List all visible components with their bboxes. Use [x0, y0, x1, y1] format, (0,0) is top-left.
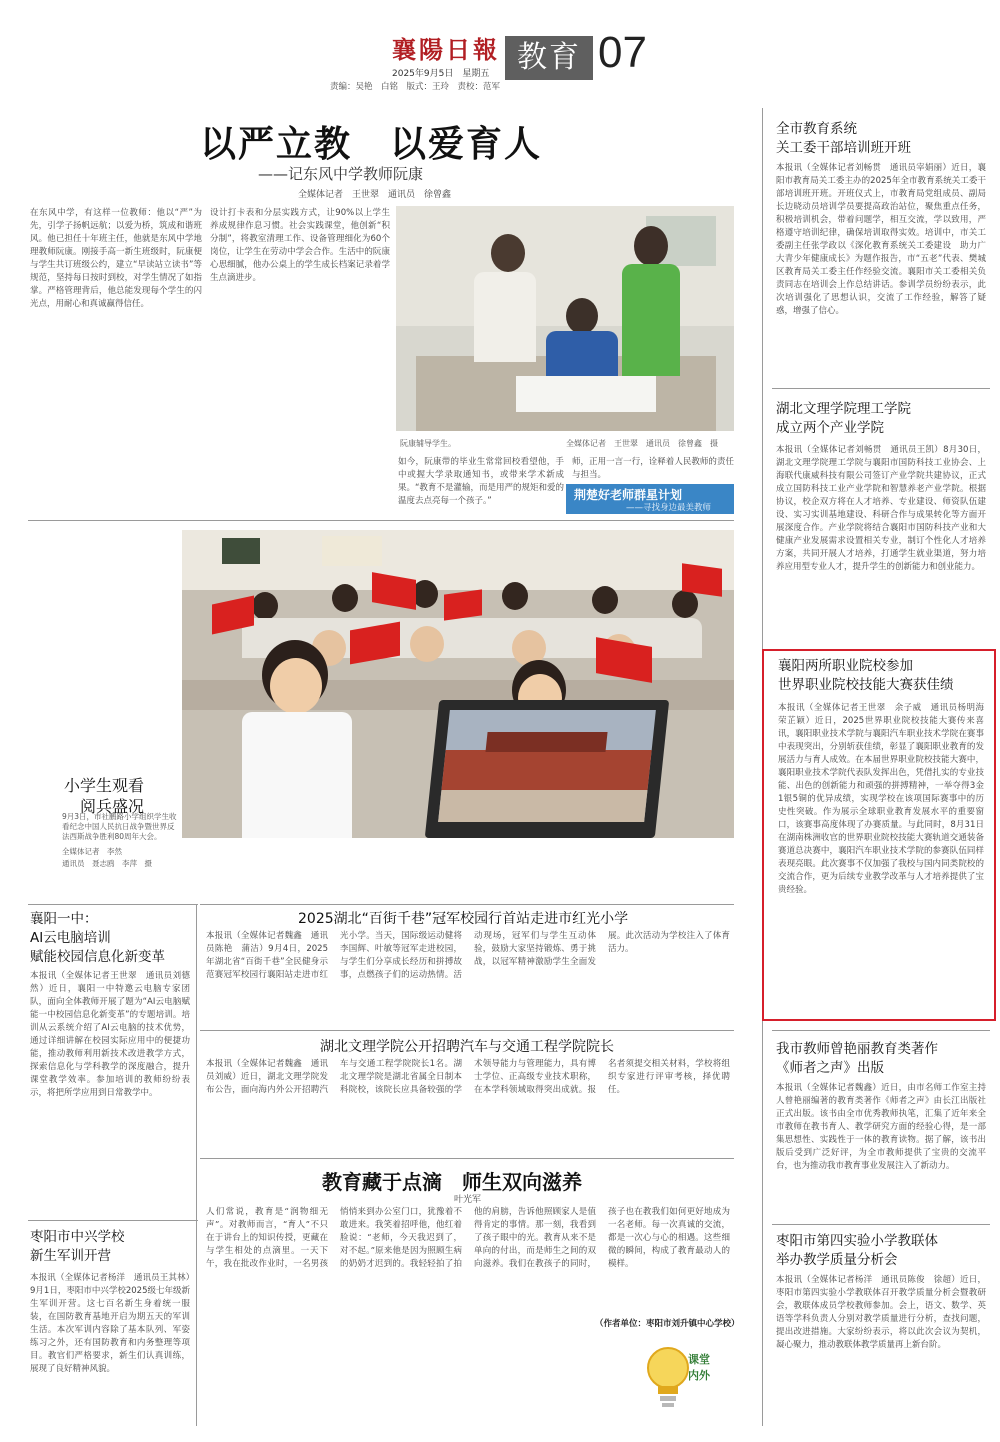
essay-author: 叶光军 — [454, 1195, 482, 1205]
teacher-program-banner — [566, 484, 734, 514]
section-tab — [505, 36, 593, 80]
lead-col-2: 设计打卡表和分层实践方式，让90%以上学生养成规律作息习惯。社会实践课堂，他创新“积分制”，将教室清理工作、设备管理细化为60个岗位，让学生在劳动中学会合作。生活中的阮康心思细腻，他办公桌上的学生成长档案记录着学生点滴进步。 — [210, 208, 390, 283]
newspaper-logo: 襄陽日報 — [392, 35, 500, 64]
article-recruitment-body: 本报讯（全媒体记者魏鑫 通讯员刘威）近日，湖北文理学院发布公告，面向海内外公开招聘汽车与交通工程学院院长1名。湖北文理学院是湖北省属全日制本科院校，该院长应具备较强的学术领导能力与管理能力，具有博士学位、正高级专业技术职称，在本学科领域取得突出成就。报名者须提交相关材料，学校将组织专家进行评审考核，择优聘任。 — [206, 1059, 730, 1095]
banner-subtitle: ——寻找身边最美教师 — [626, 503, 712, 513]
article-recruitment-title: 湖北文理学院公开招聘汽车与交通工程学院院长 — [320, 1039, 614, 1055]
lead-photo-credit: 全媒体记者 王世翠 通讯员 徐曾鑫 摄 — [566, 439, 718, 448]
essay-author-note: （作者单位：枣阳市刘升镇中心学校） — [595, 1319, 740, 1329]
article-champion-tour-body: 本报讯（全媒体记者魏鑫 通讯员陈艳 蒲洁）9月4日，2025年湖北省“百街千巷”全民健身示范赛冠军校园行襄阳站走进市红光小学。当天，国际级运动健将李国辉、叶敏等冠军走进校园，与学生们分享成长经历和拼搏故事，点燃孩子们的运动热情。活动现场，冠军们与学生互动体验，鼓励大家坚持锻炼、勇于挑战，以冠军精神激励学生全面发展。此次活动为学校注入了体育活力。 — [206, 931, 730, 980]
article-military-training-title: 枣阳市中兴学校 新生军训开营 — [30, 1229, 125, 1264]
article-book-title: 我市教师曾艳丽教育类著作 《师者之声》出版 — [776, 1041, 938, 1076]
article-ai-training-title: 襄阳一中： AI云电脑培训 赋能校园信息化新变革 — [30, 911, 165, 965]
article-military-training-body: 本报讯（全媒体记者杨洋 通讯员王其林）9月1日，枣阳市中兴学校2025级七年级新生军训开营。这七百名新生身着统一服装，在国防教育基地开启为期五天的军训生活。本次军训内容除了基本队列、军姿练习之外，还有国防教育和内务整理等项目。教官们严格要求，新生们认真训练，展现了良好精神风貌。 — [30, 1273, 190, 1374]
lead-col-3: 如今，阮康带的毕业生常常回校看望他，手中或握大学录取通知书，或带来学术新成果。“教育不是灌输，而是用严的规矩和爱的温度去点亮每一个孩子。” — [398, 457, 564, 506]
article-skills-contest-title: 襄阳两所职业院校参加 世界职业院校技能大赛获佳绩 — [778, 658, 954, 693]
essay-body: 人们常说，教育是“润物细无声”。对教师而言，“育人”不只在于讲台上的知识传授，更藏在与学生相处的点滴里。一天下午，我在批改作业时，一名男孩悄悄来到办公室门口，犹豫着不敢进来。我笑着招呼他，他红着脸说：“老师，今天我迟到了，对不起。”原来他是因为照顾生病的奶奶才迟到的。我轻轻拍了拍他的肩膀，告诉他照顾家人是值得肯定的事情。那一刻，我看到了孩子眼中的光。教育从来不是单向的付出，而是师生之间的双向滋养。我们在教孩子的同时，孩子也在教我们如何更好地成为一名老师。每一次真诚的交流，都是一次心与心的相遇。这些细微的瞬间，构成了教育最动人的模样。 — [206, 1207, 730, 1269]
classroom-badge-label: 课堂内外 — [688, 1353, 710, 1382]
article-teaching-quality-title: 枣阳市第四实验小学教联体 举办教学质量分析会 — [776, 1233, 938, 1268]
article-industry-college-title: 湖北文理学院理工学院 成立两个产业学院 — [776, 401, 911, 436]
article-training-body: 本报讯（全媒体记者刘畅贯 通讯员宰娟丽）近日，襄阳市教育局关工委主办的2025年全市教育系统关工委干部培训班开班。开班仪式上，市教育局党组成员、副局长边晓动员培训学员要提高政治站位，聚焦重点任务，积极培训机会，带着问题学，相互交流，学以致用，严格遵守培训纪律，确保培训取得实效。培训中，市关工委副主任张学政以《深化教育系统关工委建设 助力广大青少年健康成长》为题作报告，市“五老”代表、樊城区教育局关工委主任作经验交流。襄阳市关工委相关负责同志在培训会上作总结讲话。参训学员纷纷表示，此次培训强化了思想认识，交流了工作经验，解答了疑惑，增强了信心。 — [776, 163, 986, 316]
article-teaching-quality-body: 本报讯（全媒体记者杨洋 通讯员陈俊 徐超）近日，枣阳市第四实验小学教联体召开教学质量分析会暨教研会，教联体成员学校教师参加。会上，语文、数学、英语等学科负责人分别对教学质量进行分析，查找问题，提出改进措施。大家纷纷表示，将以此次会议为契机，凝心聚力，推动教联体教学质量再上新台阶。 — [776, 1275, 986, 1350]
lead-col-1: 在东风中学，有这样一位教师：他以“严”为先，引学子扬帆远航；以爱为桥，筑成和谐班风。他已担任十年班主任，他就是东风中学地理教师阮康。刚接手高一新生班级时，阮康便与学生共订班级公约，建立“早读站立读书”等规范，坚持每日按时到校，对学生情况了如指掌。严格管理背后，他总能发现每个学生的闪光点，用耐心和真诚赢得信任。 — [30, 208, 202, 309]
editor-credits: 责编：吴艳 白铭 版式：王玲 责校：范军 — [330, 82, 501, 92]
parade-credit-1: 全媒体记者 李然 — [62, 847, 122, 856]
lead-title: 以严立教 以爱育人 — [200, 123, 543, 165]
lead-byline: 全媒体记者 王世翠 通讯员 徐曾鑫 — [298, 190, 452, 200]
issue-date: 2025年9月5日 星期五 — [392, 69, 490, 79]
article-industry-college-body: 本报讯（全媒体记者刘畅贯 通讯员王凯）8月30日，湖北文理学院理工学院与襄阳市国防科技工业协会、上海联代康威科技有限公司签订产业学院共建协议，正式成立国防科技工业产业学院和智慧养老产业学院。根据协议，校企双方将在人才培养、专业建设、师资队伍建设、实习实训基地建设、科研合作与成果转化等方面开展深度合作。产业学院将结合襄阳市国防科技产业和大健康产业发展需求设置相关专业，制订个性化人才培养方案，共同开展人才培养，打通学生就业渠道，努力培养应用型专业人才，提升学生的创新能力和创业能力。 — [776, 445, 986, 572]
parade-title-line1: 小学生观看 — [64, 776, 145, 795]
essay-title: 教育藏于点滴 师生双向滋养 — [322, 1170, 582, 1194]
banner-title: 荆楚好老师群星计划 — [574, 488, 683, 502]
parade-title-line2: 阅兵盛况 — [80, 797, 145, 816]
article-champion-tour-title: 2025湖北“百街千巷”冠军校园行首站走进市红光小学 — [298, 911, 629, 927]
lead-photo-caption: 阮康辅导学生。 — [400, 439, 456, 448]
lead-col-4: 师，正用一言一行，诠释着人民教师的责任与担当。 — [572, 457, 734, 480]
lead-subtitle: ——记东风中学教师阮康 — [258, 165, 424, 183]
parade-credit-2: 通讯员 聂志鸥 李萍 摄 — [62, 859, 152, 868]
lead-photo-teacher-tutoring — [396, 206, 734, 431]
classroom-parade-photo — [182, 530, 734, 838]
page-number: 07 — [598, 28, 647, 77]
article-book-body: 本报讯（全媒体记者魏鑫）近日，由市名师工作室主持人曾艳丽编著的教育类著作《师者之声》由长江出版社正式出版。该书由全市优秀教师执笔，汇集了近年来全市教师在教书育人、教学研究方面的经验心得，是一部集思想性、实践性于一体的教育读物。据了解，该书出版后受到广泛好评，为全市教师提供了宝贵的交流平台，也为推动我市教育事业发展注入了新动力。 — [776, 1083, 986, 1171]
masthead — [0, 0, 1000, 95]
parade-caption: 9月3日，市社鹏路小学组织学生收看纪念中国人民抗日战争暨世界反法西斯战争胜利80周年大会。 — [62, 812, 177, 841]
article-training-title: 全市教育系统 关工委干部培训班开班 — [776, 121, 911, 156]
classroom-badge — [640, 1340, 728, 1422]
article-ai-training-body: 本报讯（全媒体记者王世翠 通讯员刘德然）近日，襄阳一中特邀云电脑专家团队，面向全体教师开展了题为“AI云电脑赋能一中校园信息化新变革”的专题培训。培训从云系统介绍了AI云电脑的技术优势，通过详细讲解在校园实际应用中的便捷功能，推动教师利用新技术改进教学方式，探索信息化与学科教学的深度融合，提升课堂教学效率。参加培训的教师纷纷表示，将把所学应用到日常教学中。 — [30, 971, 190, 1098]
section-name: 教育 — [517, 40, 581, 75]
article-skills-contest-body: 本报讯（全媒体记者王世翠 余子威 通讯员杨明海 荣芷颖）近日，2025世界职业院校技能大赛传来喜讯，襄阳职业技术学院与襄阳汽车职业技术学院在赛事中表现突出，分别斩获佳绩，彰显了襄阳职业教育的发展活力与育人成效。在本届世界职业院校技能大赛中，襄阳职业技术学院代表队发挥出色，凭借扎实的专业技能、出色的创新能力和顽强的拼搏精神，一举夺得3金1银5铜的优异成绩，实现学校在该项国际赛事中的历史性突破。作为展示全球职业教育发展水平的重要窗口，该赛事高度体现了办赛质量。与此同时，8月31日在湖南株洲收官的世界职业院校技能大赛轨道交通装备赛道总决赛中，襄阳汽车职业技术学院的参赛队伍同样表现亮眼。此次赛事不仅加强了我校与国内同类院校的交流合作，更为后续专业教学改革与人才培养提供了宝贵经验。 — [778, 703, 993, 895]
